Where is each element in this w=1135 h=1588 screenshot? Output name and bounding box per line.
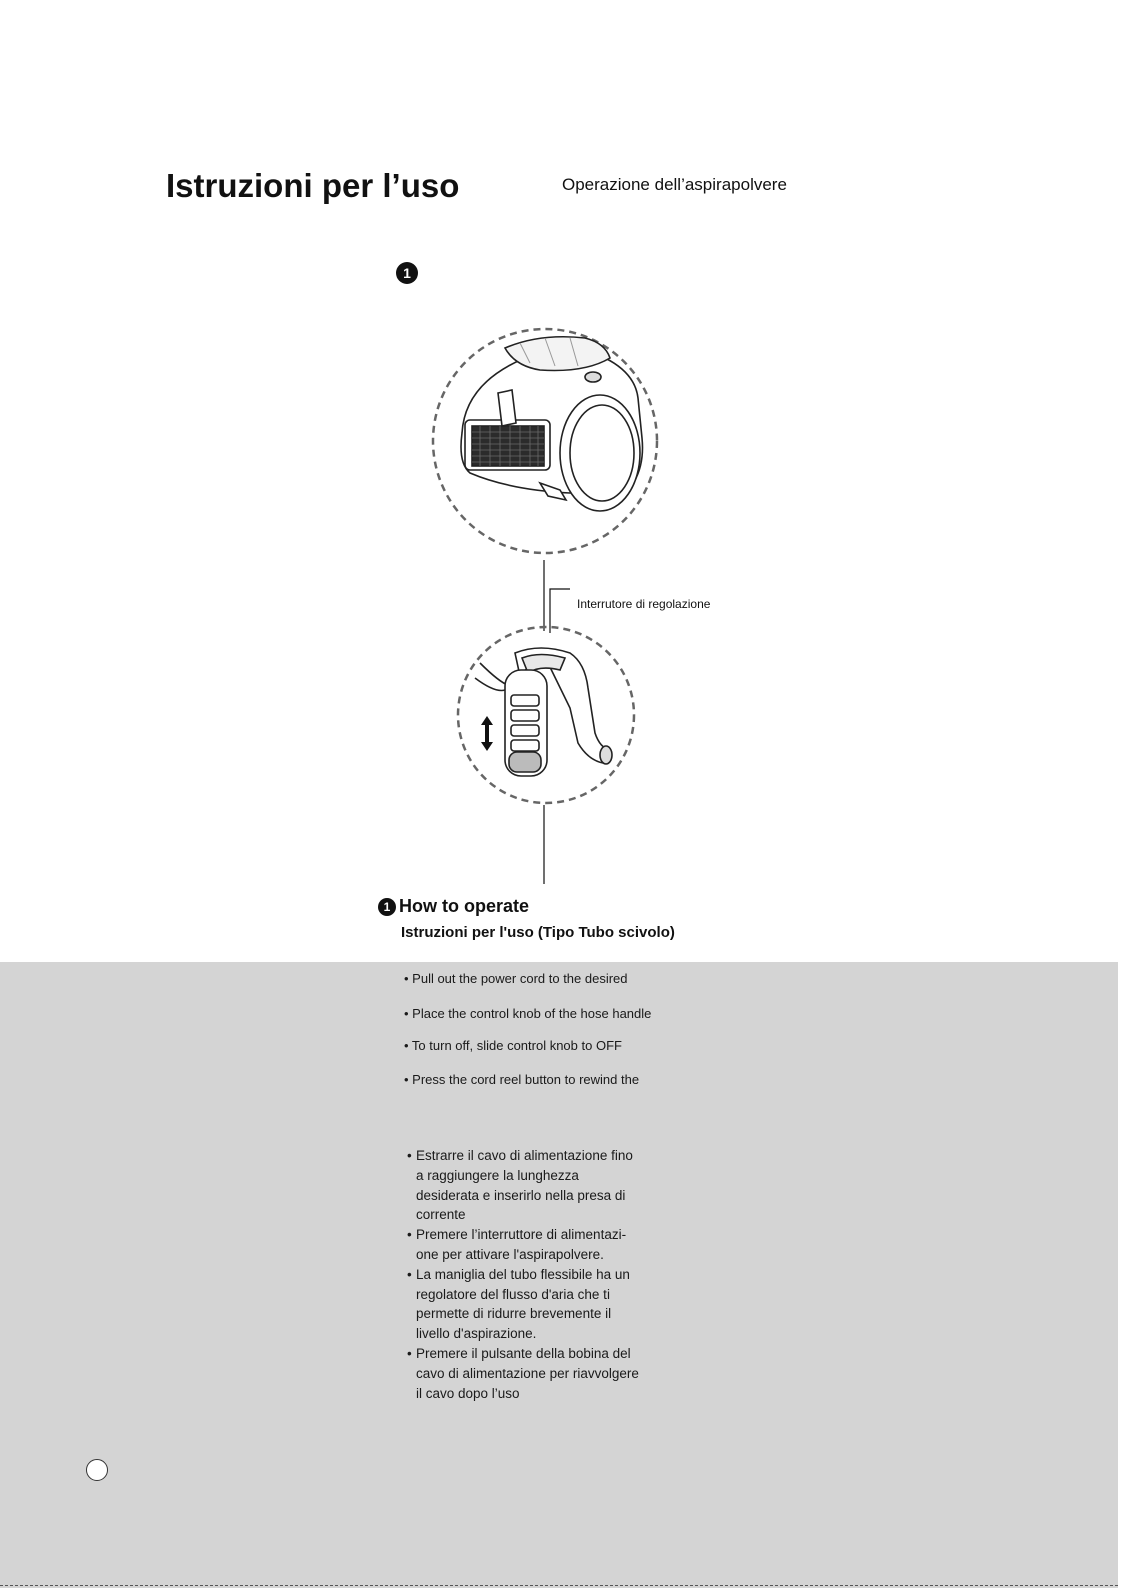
bullet-icon: • xyxy=(407,1148,412,1163)
bullet-icon: • xyxy=(407,1345,412,1361)
callout-label: Interrutore di regolazione xyxy=(577,597,711,611)
hose-handle-illustration xyxy=(475,648,612,776)
step-number-badge-icon: 1 xyxy=(396,262,418,284)
italian-instruction-text: Premere l’interruttore di alimentazi- one per attivare l'aspirapolvere. xyxy=(416,1227,627,1262)
step-subheading: Istruzioni per l'uso (Tipo Tubo scivolo) xyxy=(401,924,675,941)
step-number-badge-icon: 1 xyxy=(378,898,396,916)
english-instruction-line: • To turn off, slide control knob to OFF xyxy=(404,1038,622,1053)
english-instruction-line: • Pull out the power cord to the desired xyxy=(404,971,628,986)
vacuum-body-illustration xyxy=(461,337,643,511)
section-subtitle: Operazione dell’aspirapolvere xyxy=(562,175,787,194)
list-item xyxy=(407,1265,707,1344)
list-item xyxy=(407,1225,707,1265)
page-title: Istruzioni per l’uso xyxy=(166,167,460,204)
italian-instruction-text: Premere il pulsante della bobina del cavo di alimentazione per riavvolgere il cavo dopo l’uso xyxy=(416,1345,639,1401)
english-instruction-line: • Place the control knob of the hose handle xyxy=(404,1006,652,1021)
english-instruction-line: • Press the cord reel button to rewind the xyxy=(404,1072,640,1087)
bullet-icon: • xyxy=(407,1266,412,1282)
italian-instruction-text: La maniglia del tubo flessibile ha un regolatore del flusso d'aria che ti permette di ridurre brevemente il livello d'aspirazione. xyxy=(416,1266,630,1342)
step-heading-text: How to operate xyxy=(399,896,530,916)
step-heading xyxy=(378,896,529,917)
up-down-arrow-icon xyxy=(481,716,493,751)
page-number-circle-icon xyxy=(86,1459,108,1481)
italian-instruction-text: Estrarre il cavo di alimentazione fino a raggiungere la lunghezza desiderata e inserirlo nella presa di corrente xyxy=(416,1148,633,1223)
bullet-icon: • xyxy=(407,1227,412,1243)
bottom-divider xyxy=(0,1585,1118,1586)
italian-instructions-list xyxy=(407,1146,707,1403)
list-item xyxy=(407,1344,707,1403)
list-item xyxy=(407,1146,707,1225)
